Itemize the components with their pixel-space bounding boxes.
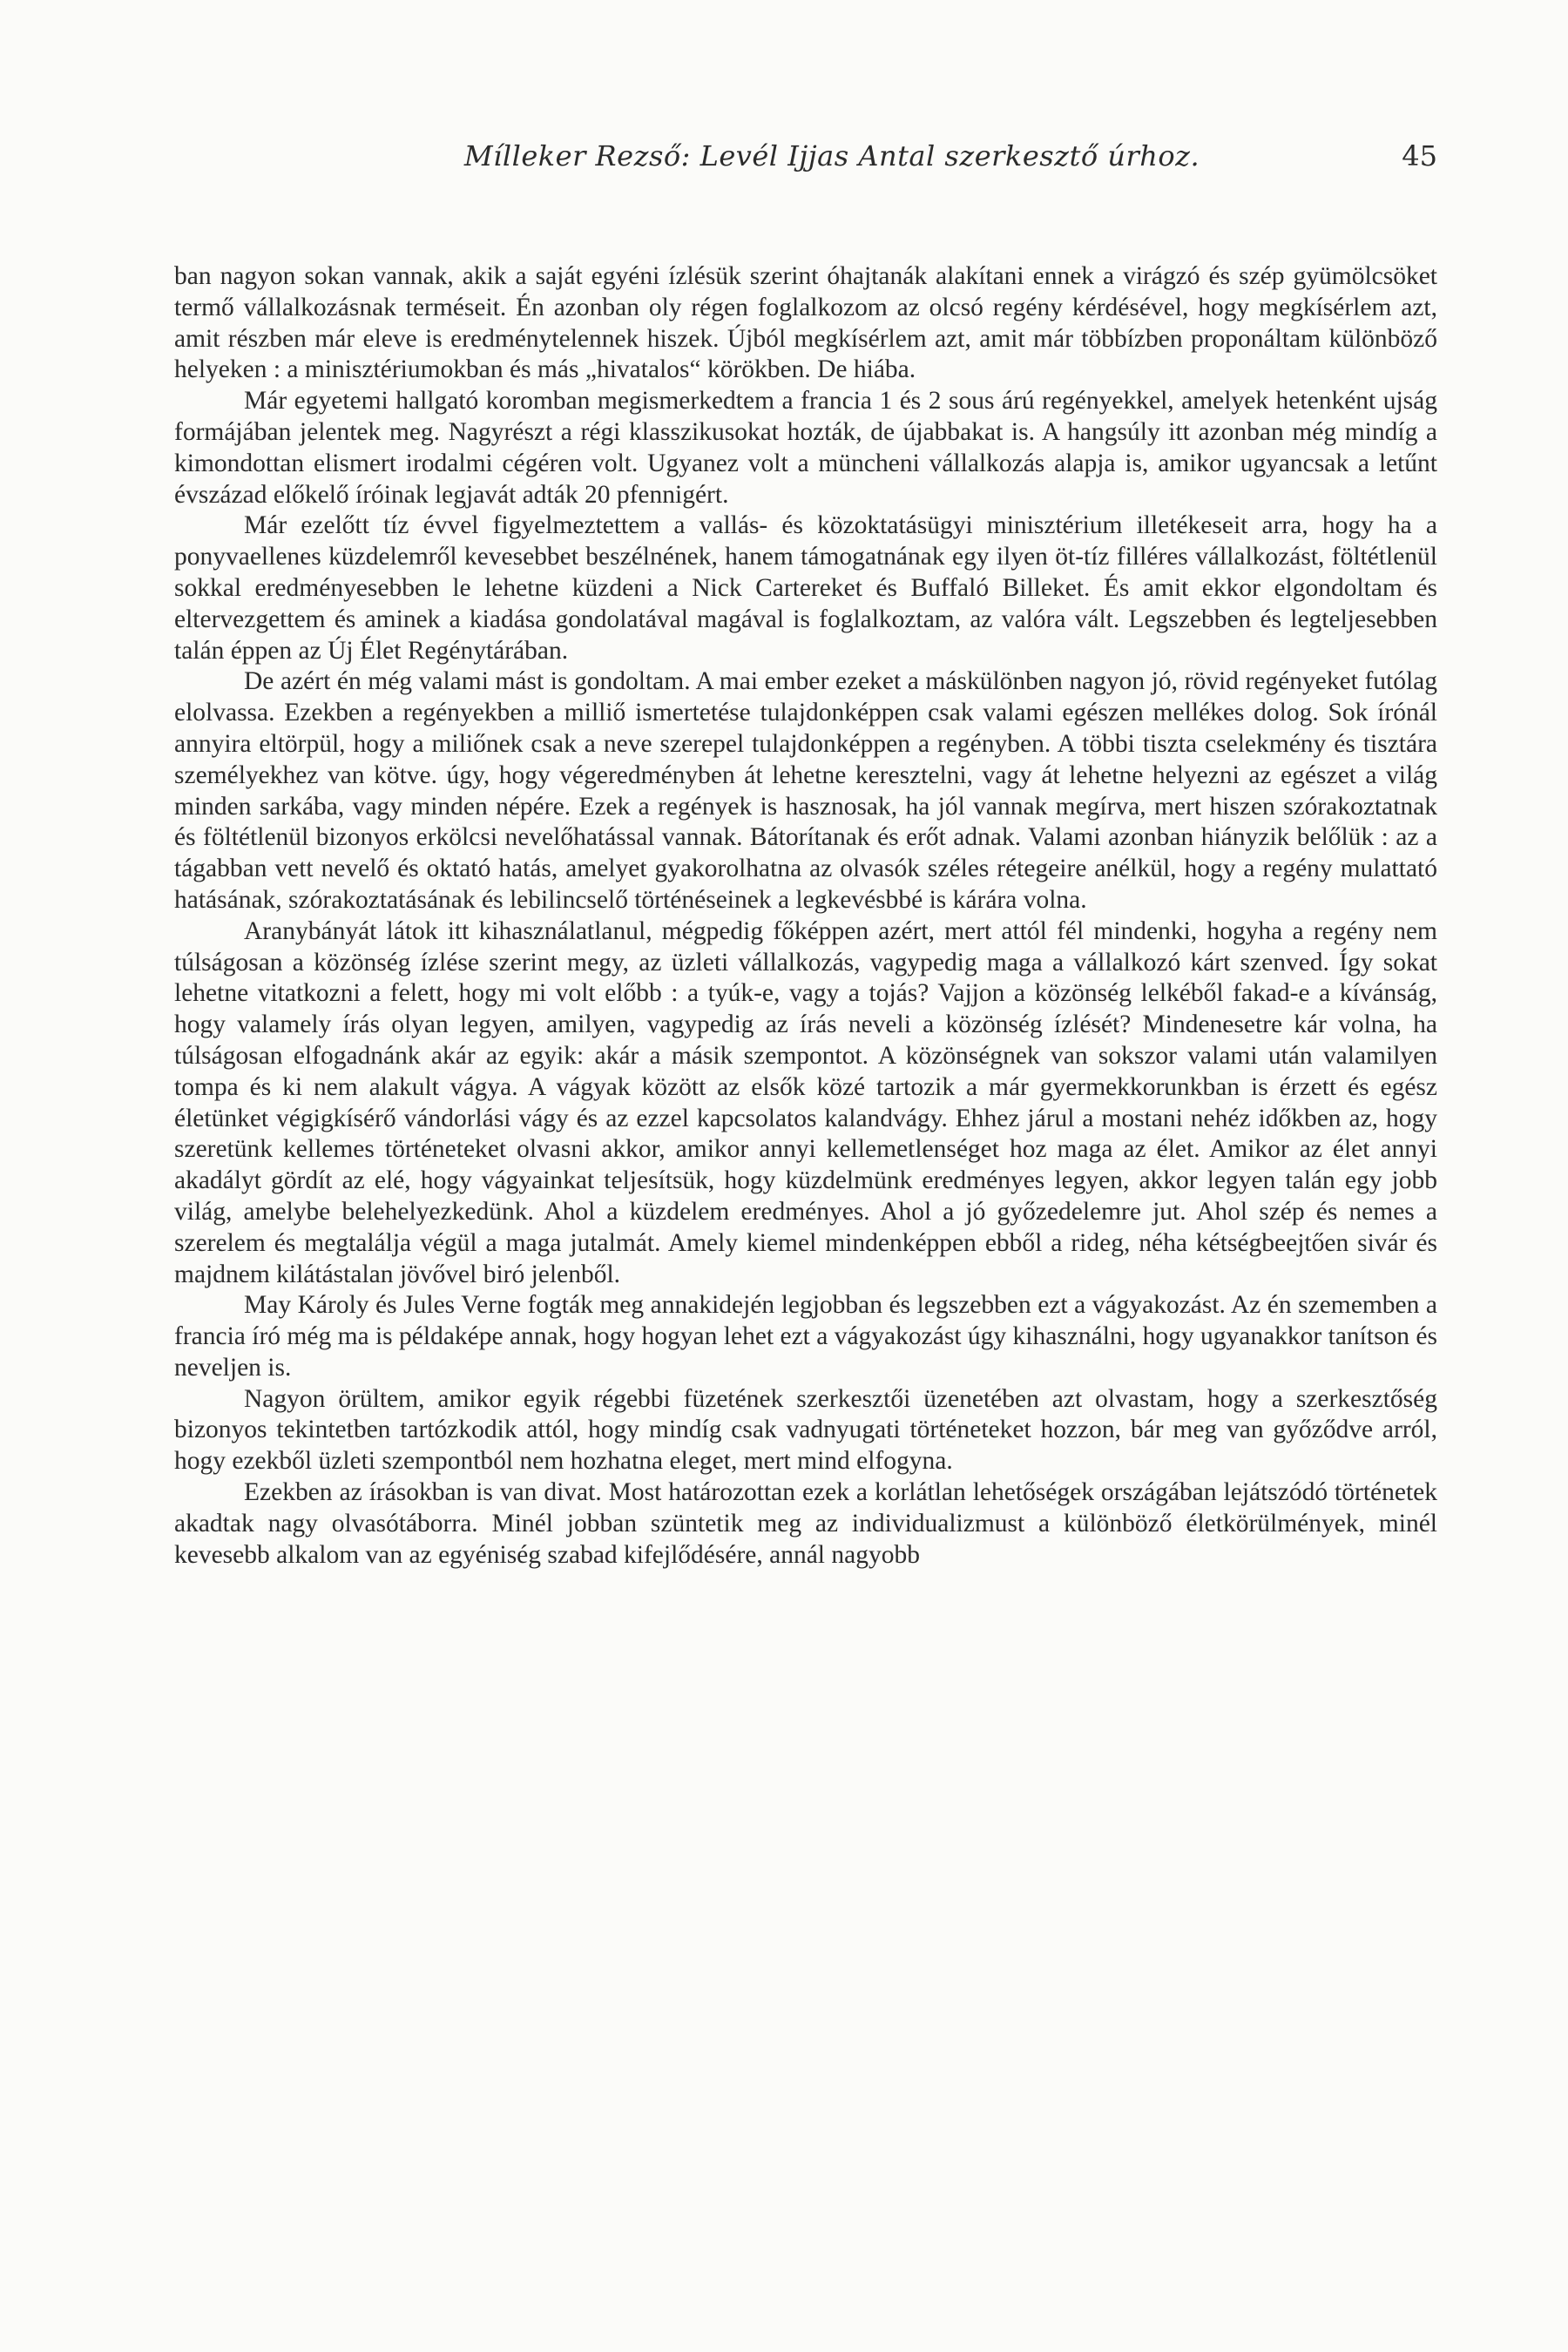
- paragraph: Már ezelőtt tíz évvel figyelmeztettem a vallás- és közoktatásügyi minisztérium illetékeseit arra, hogy ha a ponyvaellenes küzdelemről kevesebbet beszélnének, hanem támogatnának egy ilyen öt-tíz filléres vállalkozást, föltétlenül sokkal eredményesebben le lehetne küzdeni a Nick Cartereket és Buffaló Billeket. És amit ekkor elgondoltam és eltervezgettem és aminek a kiadása gondolatával magával is foglalkoztam, az valóra vált. Legszebben és legteljesebben talán éppen az Új Élet Regénytárában.: [174, 511, 1437, 665]
- paragraph: Nagyon örültem, amikor egyik régebbi füzetének szerkesztői üzenetében azt olvastam, hogy a szerkesztőség bizonyos tekintetben tartózkodik attól, hogy mindíg csak vadnyugati történeteket hozzon, bár meg van győződve arról, hogy ezekből üzleti szempontból nem hozhatna eleget, mert mind elfogyna.: [174, 1384, 1437, 1476]
- running-head: [174, 139, 1437, 192]
- paragraph: De azért én még valami mást is gondoltam. A mai ember ezeket a máskülönben nagyon jó, rövid regényeket futólag elolvassa. Ezekben a regényekben a milliő ismertetése tulajdonképpen csak valami egészen mellékes dolog. Sok írónál annyira eltörpül, hogy a miliőnek csak a neve szerepel tulajdonképpen a regényben. A többi tiszta cselekmény és tisztára személyekhez van kötve. úgy, hogy végeredményben át lehetne keresztelni, vagy át lehetne helyezni az egészet a világ minden sarkába, vagy minden népére. Ezek a regények is hasznosak, ha jól vannak megírva, mert hiszen szórakoztatnak és föltétlenül bizonyos erkölcsi nevelőhatással vannak. Bátorítanak és erőt adnak. Valami azonban hiányzik belőlük : az a tágabban vett nevelő és oktató hatás, amelyet gyakorolhatna az olvasók széles rétegeire anélkül, hogy a regény mulattató hatásának, szórakoztatásának és lebilincselő történéseinek a legkevésbbé is kárára volna.: [174, 667, 1437, 914]
- body-text: [174, 261, 1437, 1571]
- paragraph: Már egyetemi hallgató koromban megismerkedtem a francia 1 és 2 sous árú regényekkel, amelyek hetenként ujság formájában jelentek meg. Nagyrészt a régi klasszikusokat hozták, de újabbakat is. A hangsúly itt azonban még mindíg a kimondottan elismert irodalmi cégéren volt. Ugyanez volt a müncheni vállalkozás alapja is, amikor ugyancsak a letűnt évszázad előkelő íróinak legjavát adták 20 pfennigért.: [174, 387, 1437, 509]
- page-number: 45: [1402, 139, 1437, 172]
- paragraph: May Károly és Jules Verne fogták meg annakidején legjobban és legszebben ezt a vágyakozást. Az én szememben a francia író még ma is példaképe annak, hogy hogyan lehet ezt a vágyakozást úgy kihasználni, hogy ugyanakkor tanítson és neveljen is.: [174, 1291, 1437, 1382]
- paragraph-continuation: ban nagyon sokan vannak, akik a saját egyéni ízlésük szerint óhajtanák alakítani ennek a virágzó és szép gyümölcsöket termő vállalkozásnak terméseit. Én azonban oly régen foglalkozom az olcsó regény kérdésével, hogy megkísérlem azt, amit részben már eleve is eredménytelennek hiszek. Újból megkísérlem azt, amit már többízben proponáltam különböző helyeken : a minisztériumokban és más „hivatalos“ körökben. De hiába.: [174, 262, 1437, 384]
- paragraph: Ezekben az írásokban is van divat. Most határozottan ezek a korlátlan lehetőségek országában lejátszódó történetek akadtak nagy olvasótáborra. Minél jobban szüntetik meg az individualizmust a különböző életkörülmények, minél kevesebb alkalom van az egyéniség szabad kifejlődésére, annál nagyobb: [174, 1478, 1437, 1569]
- running-title: Mílleker Rezső: Levél Ijjas Antal szerkesztő úrhoz.: [463, 139, 1200, 172]
- paragraph: Aranybányát látok itt kihasználatlanul, mégpedig főképpen azért, mert attól fél mindenki, hogyha a regény nem túlságosan a közönség ízlése szerint megy, az üzleti vállalkozás, vagypedig maga a vállalkozó kárt szenved. Így sokat lehetne vitatkozni a felett, hogy mi volt előbb : a tyúk-e, vagy a tojás? Vajjon a közönség lelkéből fakad-e a kívánság, hogy valamely írás olyan legyen, amilyen, vagypedig az írás neveli a közönség ízlését? Mindenesetre kár volna, ha túlságosan elfogadnánk akár az egyik: akár a másik szempontot. A közönségnek van sokszor valami után valamilyen tompa és ki nem alakult vágya. A vágyak között az elsők közé tartozik a már gyermekkorunkban is érzett és egész életünket végigkísérő vándorlási vágy és az ezzel kapcsolatos kalandvágy. Ehhez járul a mostani nehéz időkben az, hogy szeretünk kellemes történeteket olvasni akkor, amikor annyi kellemetlenséget hoz maga az élet. Amikor az élet annyi akadályt gördít az elé, hogy vágyainkat teljesítsük, hogy küzdelmünk eredményes legyen, akkor legyen talán egy jobb világ, amelybe belehelyezkedünk. Ahol a küzdelem eredményes. Ahol a jó győzedelemre jut. Ahol szép és nemes a szerelem és megtalálja végül a maga jutalmát. Amely kiemel mindenképpen ebből a rideg, néha kétségbeejtően sivár és majdnem kilátástalan jövővel biró jelenből.: [174, 916, 1437, 1288]
